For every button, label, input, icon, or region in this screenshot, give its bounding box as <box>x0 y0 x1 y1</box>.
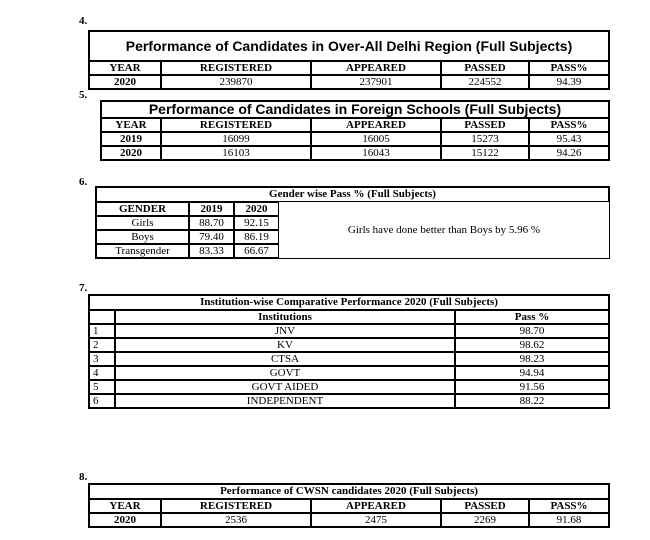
table-title: Performance of CWSN candidates 2020 (Full Subjects) <box>89 484 609 499</box>
table-cell: 83.33 <box>189 244 234 258</box>
table-cell: 224552 <box>441 75 529 89</box>
institution-wise-table <box>88 294 610 409</box>
table-cell: 91.56 <box>455 380 609 394</box>
column-header: PASS% <box>529 61 609 75</box>
table-cell: Transgender <box>96 244 189 258</box>
column-header: 2020 <box>234 202 279 216</box>
table-cell: 98.62 <box>455 338 609 352</box>
section-number: 8. <box>79 471 88 483</box>
column-header: Pass % <box>455 310 609 324</box>
delhi-region-table <box>88 30 610 90</box>
table-cell: 1 <box>89 324 115 338</box>
table-cell: GOVT AIDED <box>115 380 455 394</box>
table-cell: 88.22 <box>455 394 609 408</box>
table-cell: 239870 <box>161 75 311 89</box>
table-cell: 4 <box>89 366 115 380</box>
column-header: PASS% <box>529 118 609 132</box>
table-cell: INDEPENDENT <box>115 394 455 408</box>
table-cell: CTSA <box>115 352 455 366</box>
table-cell: 66.67 <box>234 244 279 258</box>
table-cell: 16099 <box>161 132 311 146</box>
column-header: YEAR <box>89 61 161 75</box>
table-cell: 16005 <box>311 132 441 146</box>
table-cell: 2020 <box>101 146 161 160</box>
section-number: 5. <box>79 89 88 101</box>
gender-wise-table <box>95 186 610 259</box>
table-cell: 6 <box>89 394 115 408</box>
table-cell: 2475 <box>311 513 441 527</box>
table-title: Gender wise Pass % (Full Subjects) <box>96 187 609 202</box>
table-cell: 237901 <box>311 75 441 89</box>
column-header: PASS% <box>529 499 609 513</box>
table-cell: 79.40 <box>189 230 234 244</box>
column-header: YEAR <box>89 499 161 513</box>
table-cell: 3 <box>89 352 115 366</box>
table-cell: 92.15 <box>234 216 279 230</box>
column-header <box>89 310 115 324</box>
column-header: APPEARED <box>311 61 441 75</box>
table-cell: Girls <box>96 216 189 230</box>
column-header: APPEARED <box>311 499 441 513</box>
table-title: Performance of Candidates in Over-All Delhi Region (Full Subjects) <box>89 31 609 61</box>
table-cell: 2020 <box>89 513 161 527</box>
column-header: PASSED <box>441 61 529 75</box>
table-cell: 16103 <box>161 146 311 160</box>
table-cell: 15273 <box>441 132 529 146</box>
table-cell: 88.70 <box>189 216 234 230</box>
table-cell: 16043 <box>311 146 441 160</box>
table-cell: 15122 <box>441 146 529 160</box>
table-cell: 86.19 <box>234 230 279 244</box>
column-header: GENDER <box>96 202 189 216</box>
column-header: Institutions <box>115 310 455 324</box>
column-header: PASSED <box>441 118 529 132</box>
column-header: REGISTERED <box>161 61 311 75</box>
cwsn-table <box>88 483 610 528</box>
column-header: REGISTERED <box>161 118 311 132</box>
table-cell: 94.94 <box>455 366 609 380</box>
table-cell: 2020 <box>89 75 161 89</box>
foreign-schools-table <box>100 100 610 161</box>
table-cell: KV <box>115 338 455 352</box>
column-header: REGISTERED <box>161 499 311 513</box>
section-number: 4. <box>79 15 88 27</box>
table-cell: 2269 <box>441 513 529 527</box>
table-cell: 2536 <box>161 513 311 527</box>
table-cell: 98.23 <box>455 352 609 366</box>
table-title: Performance of Candidates in Foreign Schools (Full Subjects) <box>101 101 609 118</box>
column-header: PASSED <box>441 499 529 513</box>
table-cell: 91.68 <box>529 513 609 527</box>
section-number: 7. <box>79 282 88 294</box>
table-cell: 5 <box>89 380 115 394</box>
table-cell: 94.39 <box>529 75 609 89</box>
section-number: 6. <box>79 176 88 188</box>
gender-remark: Girls have done better than Boys by 5.96 % <box>347 224 541 236</box>
table-cell: 2019 <box>101 132 161 146</box>
table-cell: Boys <box>96 230 189 244</box>
table-cell: 98.70 <box>455 324 609 338</box>
table-title: Institution-wise Comparative Performance 2020 (Full Subjects) <box>89 295 609 310</box>
table-cell: JNV <box>115 324 455 338</box>
column-header: 2019 <box>189 202 234 216</box>
table-cell: 95.43 <box>529 132 609 146</box>
column-header: APPEARED <box>311 118 441 132</box>
column-header: YEAR <box>101 118 161 132</box>
table-cell: GOVT <box>115 366 455 380</box>
table-cell: 94.26 <box>529 146 609 160</box>
table-cell: 2 <box>89 338 115 352</box>
